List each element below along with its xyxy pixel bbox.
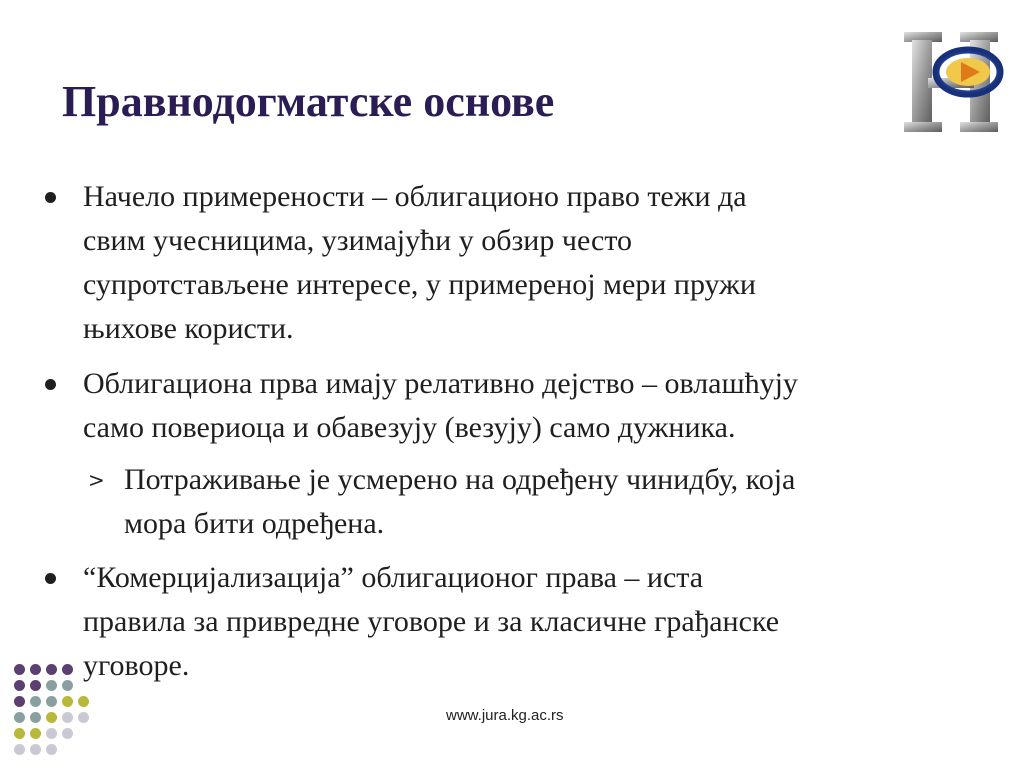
arrow-bullet-icon: > [88, 468, 105, 492]
bullet-line: Облигациона прва имају релативно дејство – овлашћују [83, 367, 798, 400]
bullet-line: мора бити одређена. [124, 507, 385, 540]
bullet-line: само повериоца и обавезују (везују) само дужника. [83, 411, 736, 444]
bullet-dot-icon [45, 192, 56, 203]
bullet-text [83, 175, 943, 351]
slide-title: Правнодогматске основе [62, 77, 555, 126]
bullet-dot-icon [45, 573, 56, 584]
bullet-line: супротстављене интересе, у примереној мери пружи [83, 268, 756, 301]
bullet-line: “Комерцијализација” облигационог права – иста [83, 561, 704, 594]
jura-logo-icon [898, 28, 1008, 138]
bullet-line: уговоре. [83, 649, 190, 682]
bullet-text [83, 362, 943, 450]
bullet-dot-icon [45, 379, 56, 390]
bullet-line: њихове користи. [83, 312, 294, 345]
bullet-line: Начело примерености – облигационо право тежи да [83, 180, 747, 213]
bullet-text [83, 556, 943, 688]
bullet-line: Потраживање је усмерено на одређену чинидбу, која [124, 463, 796, 496]
bullet-line: правила за привредне уговоре и за класичне грађанске [83, 605, 780, 638]
footer-url[interactable]: www.jura.kg.ac.rs [446, 707, 564, 724]
decorative-dots-icon [14, 664, 94, 759]
bullet-line: свим учесницима, узимајући у обзир често [83, 224, 633, 257]
bullet-text [124, 458, 984, 546]
